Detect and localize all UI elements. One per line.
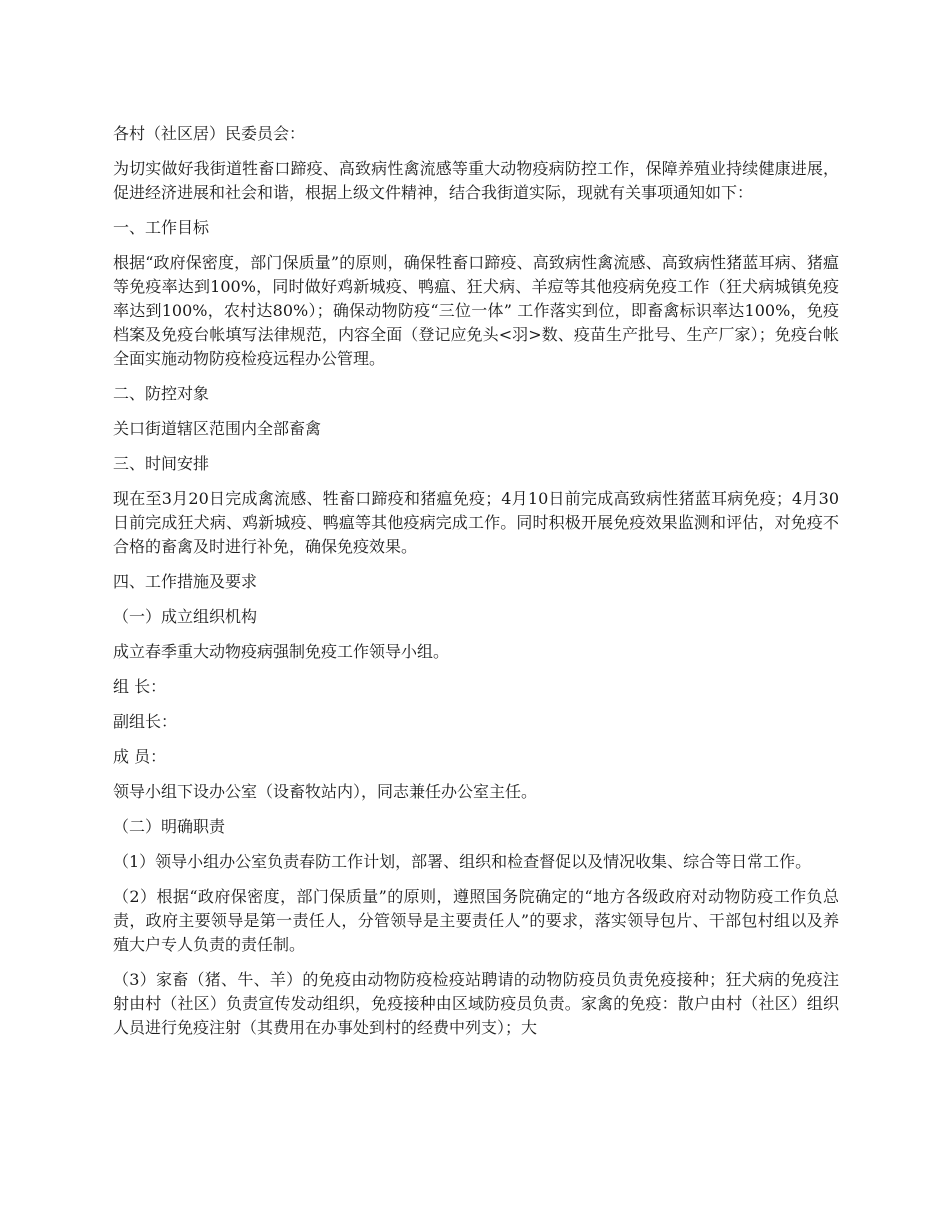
subsection-heading-organization: （一）成立组织机构 bbox=[113, 607, 258, 626]
duty-item-2: （2）根据“政府保密度，部门保质量”的原则，遵照国务院确定的“地方各级政府对动物防疫工作负总责，政府主要领导是第一责任人，分管领导是主要责任人”的要求，落实领导包片、干部包村组以及养殖大户专人负责的责任制。 bbox=[113, 887, 839, 954]
duty-item-1: （1）领导小组办公室负责春防工作计划，部署、组织和检查督促以及情况收集、综合等日常工作。 bbox=[113, 852, 812, 871]
goals-paragraph: 根据“政府保密度，部门保质量”的原则，确保牲畜口蹄疫、高致病性禽流感、高致病性猪蓝耳病、猪瘟等免疫率达到100%，同时做好鸡新城疫、鸭瘟、狂犬病、羊痘等其他疫病免疫工作（狂犬病城镇免疫率达到100%，农村达80%）；确保动物防疫“三位一体” 工作落实到位，即畜禽标识率达100%，免疫档案及免疫台帐填写法律规范，内容全面（登记应免头<羽>数、疫苗生产批号、生产厂家）；免疫台帐全面实施动物防疫检疫远程办公管理。 bbox=[113, 253, 839, 368]
section-heading-targets: 二、防控对象 bbox=[113, 384, 210, 403]
duty-item-3: （3）家畜（猪、牛、羊）的免疫由动物防疫检疫站聘请的动物防疫员负责免疫接种；狂犬病的免疫注射由村（社区）负责宣传发动组织，免疫接种由区域防疫员负责。家禽的免疫：散户由村（社区）组织人员进行免疫注射（其费用在办事处到村的经费中列支）；大 bbox=[113, 970, 839, 1037]
subsection-heading-duties: （二）明确职责 bbox=[113, 817, 226, 836]
role-leader: 组 长： bbox=[113, 677, 167, 696]
role-members: 成 员： bbox=[113, 747, 167, 766]
salutation: 各村（社区居）民委员会： bbox=[113, 124, 306, 143]
office-paragraph: 领导小组下设办公室（设畜牧站内），同志兼任办公室主任。 bbox=[113, 782, 538, 801]
targets-paragraph: 关口街道辖区范围内全部畜禽 bbox=[113, 419, 322, 438]
organization-paragraph: 成立春季重大动物疫病强制免疫工作领导小组。 bbox=[113, 642, 450, 661]
role-deputy-leader: 副组长： bbox=[113, 712, 178, 731]
intro-paragraph: 为切实做好我街道牲畜口蹄疫、高致病性禽流感等重大动物疫病防控工作，保障养殖业持续健康进展，促进经济进展和社会和谐，根据上级文件精神，结合我街道实际，现就有关事项通知如下： bbox=[113, 159, 839, 202]
section-heading-schedule: 三、时间安排 bbox=[113, 454, 210, 473]
section-heading-goals: 一、工作目标 bbox=[113, 218, 210, 237]
schedule-paragraph: 现在至3月20日完成禽流感、牲畜口蹄疫和猪瘟免疫；4月10日前完成高致病性猪蓝耳病免疫；4月30日前完成狂犬病、鸡新城疫、鸭瘟等其他疫病完成工作。同时积极开展免疫效果监测和评估，对免疫不合格的畜禽及时进行补免，确保免疫效果。 bbox=[113, 489, 839, 556]
document-body bbox=[113, 122, 839, 1051]
section-heading-measures: 四、工作措施及要求 bbox=[113, 572, 258, 591]
